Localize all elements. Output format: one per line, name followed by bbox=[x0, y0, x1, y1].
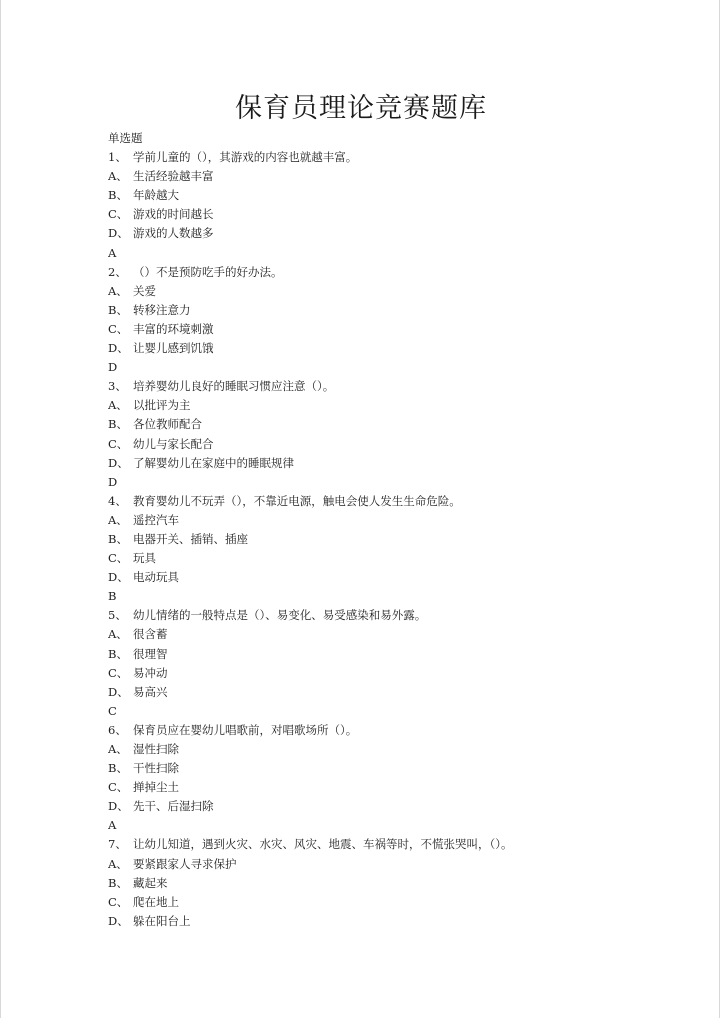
option-line bbox=[108, 282, 668, 301]
answer-text: D bbox=[108, 360, 118, 375]
option-text: 先干、后湿扫除 bbox=[133, 799, 214, 814]
section-label: 单选题 bbox=[108, 131, 143, 145]
answer-text: B bbox=[108, 589, 117, 604]
answer-line bbox=[108, 816, 668, 835]
option-line bbox=[108, 797, 668, 816]
option-label: B、 bbox=[108, 302, 128, 317]
option-text: 游戏的时间越长 bbox=[133, 207, 214, 222]
option-line bbox=[108, 549, 668, 568]
option-line bbox=[108, 205, 668, 224]
question-stem bbox=[108, 606, 668, 625]
option-text: 易冲动 bbox=[133, 665, 168, 680]
question-text: 教育婴幼儿不玩弄（），不靠近电源，触电会使人发生生命危险。 bbox=[133, 493, 461, 508]
option-line bbox=[108, 435, 668, 454]
option-label: D、 bbox=[108, 799, 129, 814]
option-text: 以批评为主 bbox=[133, 398, 191, 413]
option-line bbox=[108, 855, 668, 874]
option-label: D、 bbox=[108, 226, 129, 241]
answer-text: D bbox=[108, 474, 118, 489]
option-text: 湿性扫除 bbox=[133, 742, 179, 756]
question-text: 幼儿情绪的一般特点是（）、易变化、易受感染和易外露。 bbox=[133, 608, 427, 623]
option-line bbox=[108, 320, 668, 339]
option-label: A、 bbox=[108, 398, 128, 413]
answer-text: A bbox=[108, 245, 117, 260]
option-line bbox=[108, 874, 668, 893]
question-number: 1、 bbox=[108, 150, 127, 165]
question-stem bbox=[108, 721, 668, 740]
option-line bbox=[108, 167, 668, 186]
option-text: 游戏的人数越多 bbox=[133, 226, 214, 241]
option-text: 易高兴 bbox=[133, 684, 168, 699]
option-text: 躲在阳台上 bbox=[133, 913, 191, 928]
option-text: 生活经验越丰富 bbox=[133, 169, 214, 184]
question-stem bbox=[108, 148, 668, 167]
option-line bbox=[108, 454, 668, 473]
option-text: 遥控汽车 bbox=[133, 512, 179, 527]
option-text: 掸掉尘土 bbox=[133, 780, 179, 795]
option-text: 年龄越大 bbox=[133, 188, 179, 203]
question-number: 3、 bbox=[108, 379, 127, 394]
question-text: （）不是预防吃手的好办法。 bbox=[133, 264, 283, 279]
option-line bbox=[108, 224, 668, 243]
option-line bbox=[108, 740, 668, 759]
option-label: C、 bbox=[108, 665, 129, 680]
option-label: B、 bbox=[108, 646, 128, 661]
question-stem bbox=[108, 492, 668, 511]
option-text: 电动玩具 bbox=[133, 570, 179, 585]
option-text: 关爱 bbox=[133, 283, 156, 298]
option-label: B、 bbox=[108, 875, 128, 890]
option-line bbox=[108, 778, 668, 797]
option-text: 很理智 bbox=[133, 646, 168, 661]
option-label: D、 bbox=[108, 455, 129, 470]
option-line bbox=[108, 645, 668, 664]
option-line bbox=[108, 625, 668, 644]
option-label: A、 bbox=[108, 512, 128, 527]
question-number: 6、 bbox=[108, 722, 127, 737]
question-stem bbox=[108, 835, 668, 854]
option-line bbox=[108, 396, 668, 415]
question-number: 5、 bbox=[108, 608, 127, 623]
option-line bbox=[108, 912, 668, 931]
option-label: A、 bbox=[108, 742, 128, 756]
option-text: 让婴儿感到饥饿 bbox=[133, 341, 214, 356]
option-text: 幼儿与家长配合 bbox=[133, 436, 214, 451]
option-line bbox=[108, 568, 668, 587]
option-label: B、 bbox=[108, 531, 128, 546]
option-text: 藏起来 bbox=[133, 875, 168, 890]
option-line bbox=[108, 339, 668, 358]
option-line bbox=[108, 530, 668, 549]
option-text: 要紧跟家人寻求保护 bbox=[133, 856, 237, 871]
option-text: 爬在地上 bbox=[133, 894, 179, 909]
option-label: C、 bbox=[108, 894, 129, 909]
option-text: 电器开关、插销、插座 bbox=[133, 531, 248, 546]
option-line bbox=[108, 893, 668, 912]
option-label: B、 bbox=[108, 761, 128, 776]
option-text: 了解婴幼儿在家庭中的睡眠规律 bbox=[133, 455, 294, 470]
option-label: D、 bbox=[108, 570, 129, 585]
question-text: 让幼儿知道，遇到火灾、水灾、风灾、地震、车祸等时，不慌张哭叫，（）。 bbox=[133, 837, 513, 852]
option-text: 转移注意力 bbox=[133, 302, 191, 317]
option-line bbox=[108, 186, 668, 205]
option-label: B、 bbox=[108, 417, 128, 432]
option-label: D、 bbox=[108, 913, 129, 928]
question-number: 2、 bbox=[108, 264, 127, 279]
question-text: 学前儿童的（），其游戏的内容也就越丰富。 bbox=[133, 150, 358, 165]
answer-line bbox=[108, 473, 668, 492]
option-line bbox=[108, 759, 668, 778]
question-text: 培养婴幼儿良好的睡眠习惯应注意（）。 bbox=[133, 379, 335, 394]
option-label: C、 bbox=[108, 780, 129, 795]
section-heading bbox=[108, 129, 668, 148]
option-text: 干性扫除 bbox=[133, 761, 179, 776]
question-stem bbox=[108, 263, 668, 282]
option-label: A、 bbox=[108, 169, 128, 184]
document-title: 保育员理论竞赛题库 bbox=[235, 93, 487, 124]
option-line bbox=[108, 301, 668, 320]
answer-line bbox=[108, 702, 668, 721]
option-label: B、 bbox=[108, 188, 128, 203]
question-list bbox=[108, 129, 668, 931]
option-text: 很含蓄 bbox=[133, 627, 168, 642]
option-label: A、 bbox=[108, 627, 128, 642]
option-label: C、 bbox=[108, 436, 129, 451]
option-text: 各位教师配合 bbox=[133, 417, 202, 432]
option-text: 玩具 bbox=[133, 551, 156, 566]
answer-line bbox=[108, 244, 668, 263]
question-text: 保育员应在婴幼儿唱歌前，对唱歌场所（）。 bbox=[133, 722, 358, 737]
option-label: C、 bbox=[108, 321, 129, 336]
option-label: A、 bbox=[108, 856, 128, 871]
option-label: C、 bbox=[108, 207, 129, 222]
option-label: D、 bbox=[108, 341, 129, 356]
question-number: 7、 bbox=[108, 837, 127, 852]
option-line bbox=[108, 683, 668, 702]
answer-text: C bbox=[108, 703, 117, 718]
option-label: C、 bbox=[108, 551, 129, 566]
option-line bbox=[108, 511, 668, 530]
answer-text: A bbox=[108, 818, 117, 833]
answer-line bbox=[108, 587, 668, 606]
question-number: 4、 bbox=[108, 493, 127, 508]
question-stem bbox=[108, 377, 668, 396]
option-line bbox=[108, 664, 668, 683]
answer-line bbox=[108, 358, 668, 377]
option-label: A、 bbox=[108, 283, 128, 298]
option-line bbox=[108, 415, 668, 434]
option-label: D、 bbox=[108, 684, 129, 699]
option-text: 丰富的环境刺激 bbox=[133, 321, 214, 336]
